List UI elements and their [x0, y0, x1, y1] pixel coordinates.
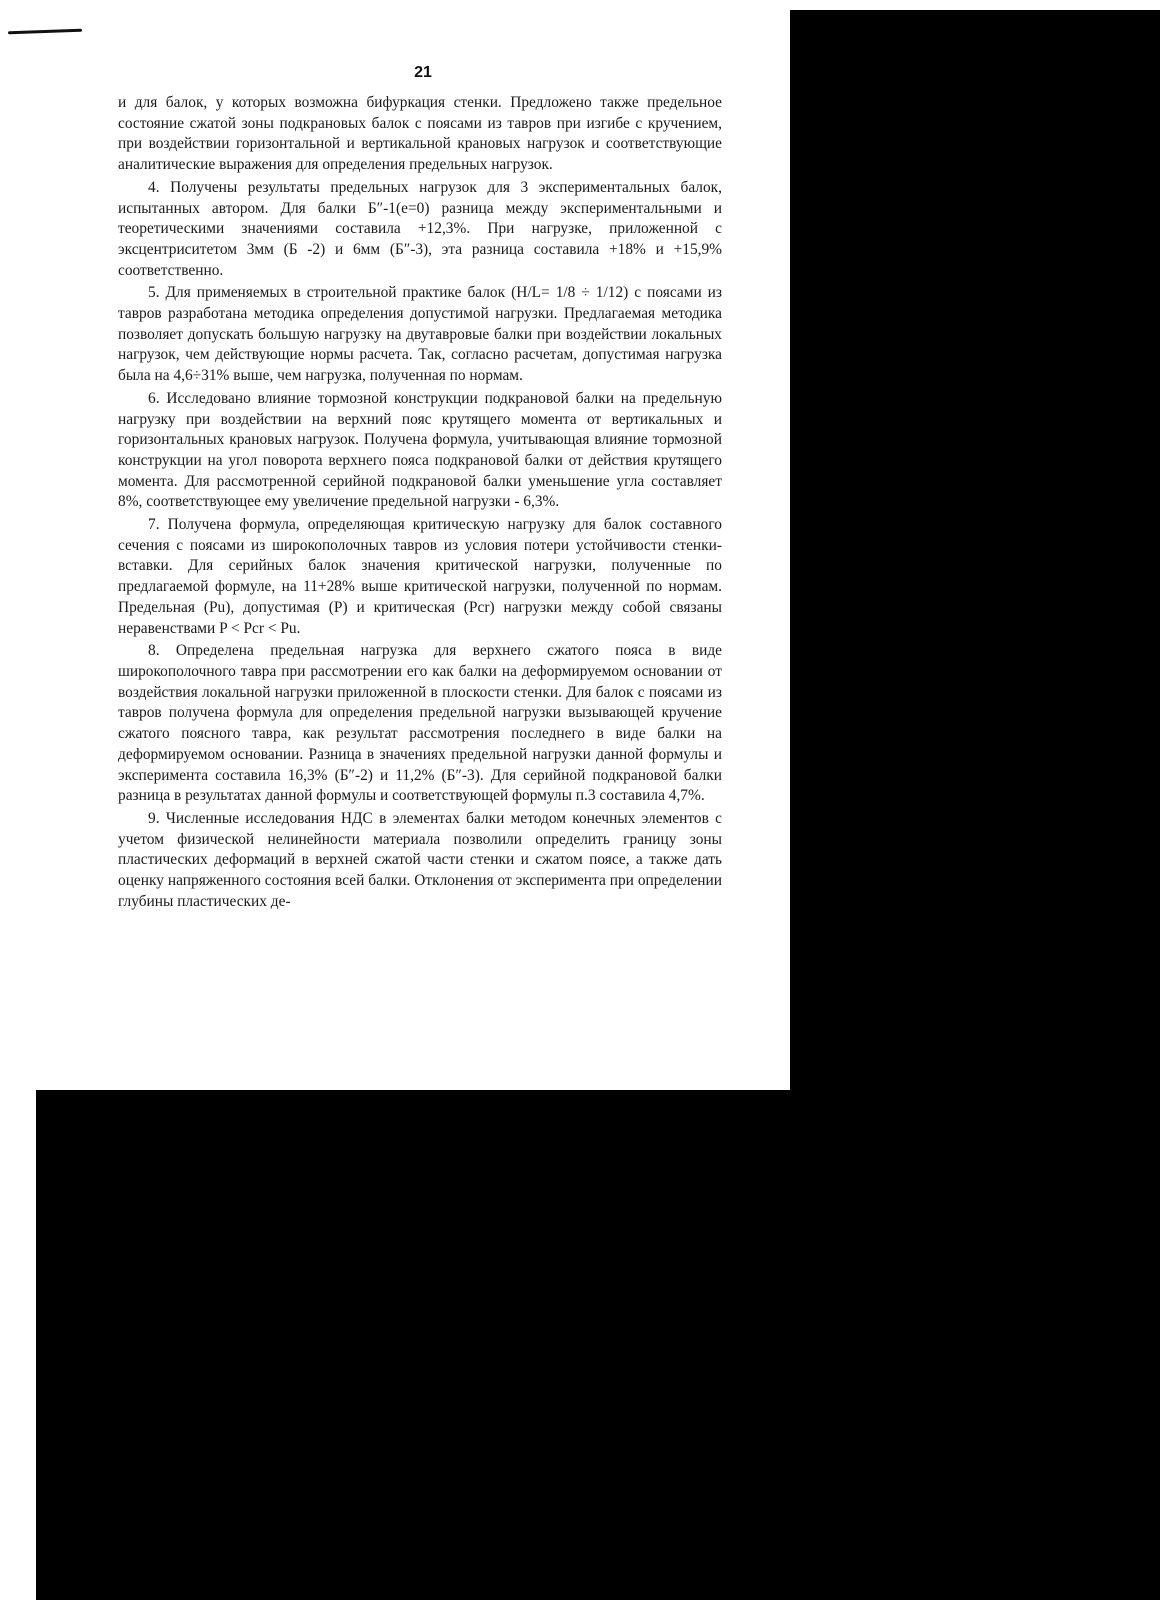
paragraph-item-9: 9. Численные исследования НДС в элементах балки методом конечных элементов с учетом физической нелинейности материала позволили определить границу зоны пластических деформаций в верхней сжатой части стенки и сжатом поясе, а также дать оценку напряженного состояния всей балки. Отклонения от эксперимента при определении глубины пластических де-: [118, 809, 722, 910]
scan-artifact-mark: [8, 29, 82, 35]
paragraph-item-4: 4. Получены результаты предельных нагрузок для 3 экспериментальных балок, испытанных автором. Для балки Б″-1(e=0) разница между экспериментальными и теоретическими значениями составила +12,3%. При нагрузке, приложенной с эксцентриситетом 3мм (Б -2) и 6мм (Б″-3), эта разница составила +18% и +15,9% соответственно.: [118, 178, 722, 279]
paragraph-item-5: 5. Для применяемых в строительной практике балок (H/L= 1/8 ÷ 1/12) с поясами из тавров разработана методика определения допустимой нагрузки. Предлагаемая методика позволяет допускать большую нагрузку на двутавровые балки при воздействии локальных нагрузок, чем действующие нормы расчета. Так, согласно расчетам, допустимая нагрузка была на 4,6÷31% выше, чем нагрузка, полученная по нормам.: [118, 284, 722, 385]
paragraph-item-8: 8. Определена предельная нагрузка для верхнего сжатого пояса в виде широкополочного тавра при рассмотрении его как балки на деформируемом основании от воздействия локальной нагрузки приложенной в плоскости стенки. Для балок с поясами из тавров получена формула для определения предельной нагрузки вызывающей кручение сжатого поясного тавра, как результат рассмотрения последнего в виде балки на деформируемом основании. Разница в значениях предельной нагрузки данной формулы и эксперимента составила 16,3% (Б″-2) и 11,2% (Б″-3). Для серийной подкрановой балки разница в результатах данной формулы и соответствующей формулы п.3 составила 4,7%.: [118, 642, 722, 805]
paragraph-item-7: 7. Получена формула, определяющая критическую нагрузку для балок составного сечения с поясами из широкополочных тавров из условия потери устойчивости стенки-вставки. Для серийных балок значения критической нагрузки, полученные по предлагаемой формуле, на 11+28% выше критической нагрузки, полученной по нормам. Предельная (Pu), допустимая (P) и критическая (Pcr) нагрузки между собой связаны неравенствами P < Pcr < Pu.: [118, 516, 722, 637]
page-number: 21: [414, 64, 432, 81]
paragraph-continuation: и для балок, у которых возможна бифуркация стенки. Предложено также предельное состояние сжатой зоны подкрановых балок с поясами из тавров при изгибе с кручением, при воздействии горизонтальной и вертикальной крановых нагрузок и соответствующие аналитические выражения для определения предельных нагрузок.: [118, 94, 722, 174]
scan-black-border-bottom: [36, 1090, 1160, 1600]
paragraph-item-6: 6. Исследовано влияние тормозной конструкции подкрановой балки на предельную нагрузку при воздействии на верхний пояс крутящего момента от вертикальных и горизонтальных крановых нагрузок. Получена формула, учитывающая влияние тормозной конструкции на угол поворота верхнего пояса подкрановой балки от действия крутящего момента. Для рассмотренной серийной подкрановой балки уменьшение угла составляет 8%, соответствующее ему увеличение предельной нагрузки - 6,3%.: [118, 389, 722, 511]
document-body: [118, 93, 722, 914]
